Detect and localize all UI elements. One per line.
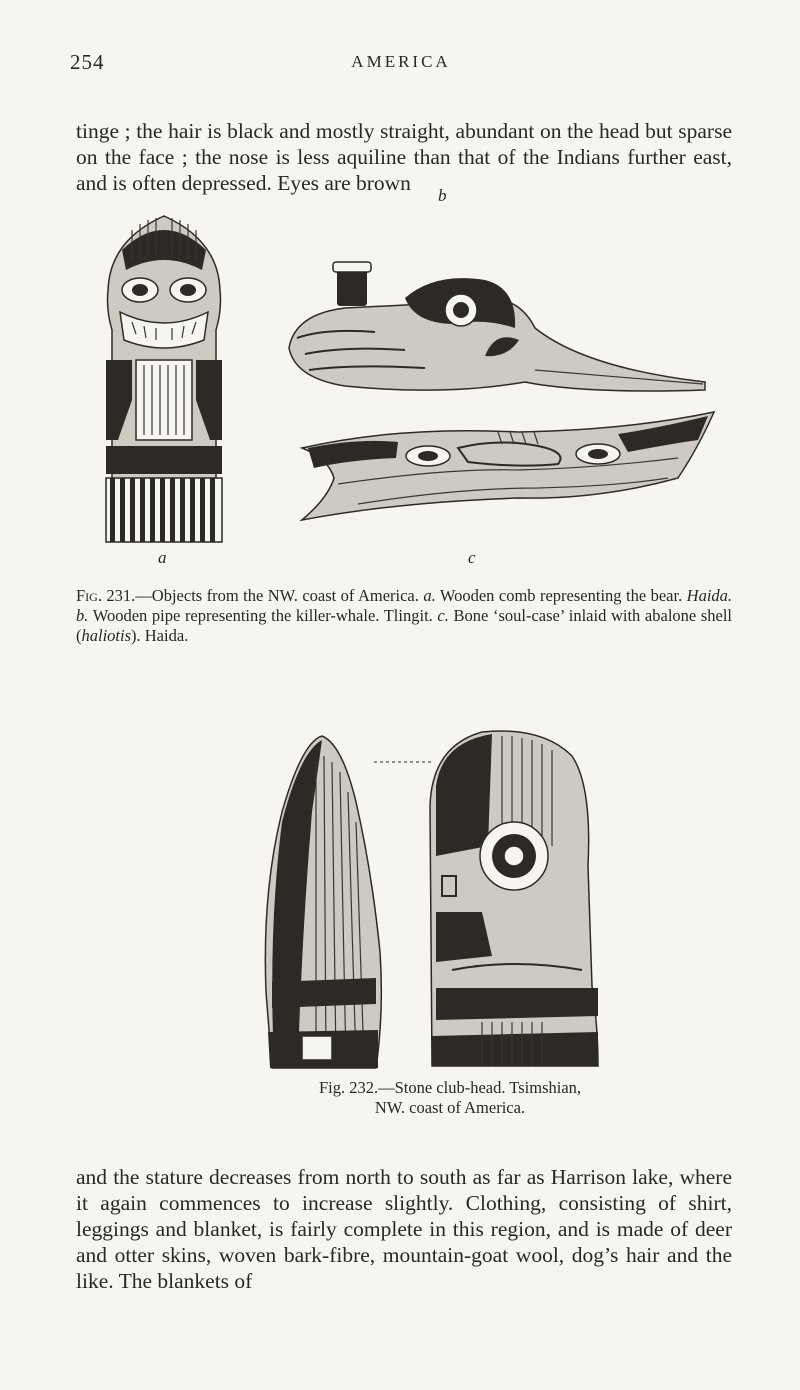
figure-232-caption-line2: NW. coast of America. xyxy=(374,1098,526,1117)
figure-231-caption-c-letter: c. xyxy=(437,606,449,625)
figure-231-fig-word: Fig. xyxy=(76,586,102,605)
comb-illustration xyxy=(92,210,237,545)
pipe-illustration xyxy=(285,258,710,408)
figure-label-b: b xyxy=(438,186,447,205)
figure-231-caption-number: 231.—Objects from the NW. coast of America. xyxy=(106,586,419,605)
figure-231-caption-b: Wooden pipe representing the killer-whale. Tlingit. xyxy=(92,606,433,625)
figure-231-caption-a: Wooden comb representing the bear. xyxy=(439,586,683,605)
figure-231-caption-b-letter: b. xyxy=(76,606,89,625)
figure-231-caption-c-latin: haliotis xyxy=(81,626,132,645)
figure-231-caption xyxy=(76,586,732,646)
figure-label-c: c xyxy=(468,548,476,567)
figure-232-caption-line1: Fig. 232.—Stone club-head. Tsimshian, xyxy=(318,1078,582,1097)
club-head-front-view xyxy=(422,726,604,1072)
club-head-side-view xyxy=(252,732,387,1072)
figure-label-a: a xyxy=(158,548,167,567)
body-paragraph-bottom: and the stature decreases from north to south as far as Harrison lake, where it again commences to increase slightly. Clothing, consisting of shirt, leggings and blanket, is fairly complete in this region, and is made of deer and otter skins, woven bark-fibre, mountain-goat wool, dog’s hair and the like. The blankets of xyxy=(76,1165,732,1293)
figure-231-caption-c: Bone ‘soul-case’ inlaid with abalone shell ( xyxy=(76,606,733,645)
figure-231-caption-a-letter: a. xyxy=(423,586,436,605)
running-head: AMERICA xyxy=(351,52,451,71)
soul-case-illustration xyxy=(298,408,718,526)
page-number: 254 xyxy=(70,50,105,74)
figure-231-caption-c-end: ). Haida. xyxy=(131,626,189,645)
figure-232-caption xyxy=(300,1078,600,1118)
body-paragraph-top: tinge ; the hair is black and mostly straight, abundant on the head but sparse on the face ; the nose is less aquiline than that of the Indians further east, and is often depressed. Eyes are brown xyxy=(76,119,732,195)
page-header xyxy=(70,50,732,80)
figure-231-caption-a-tribe: Haida. xyxy=(686,586,733,605)
